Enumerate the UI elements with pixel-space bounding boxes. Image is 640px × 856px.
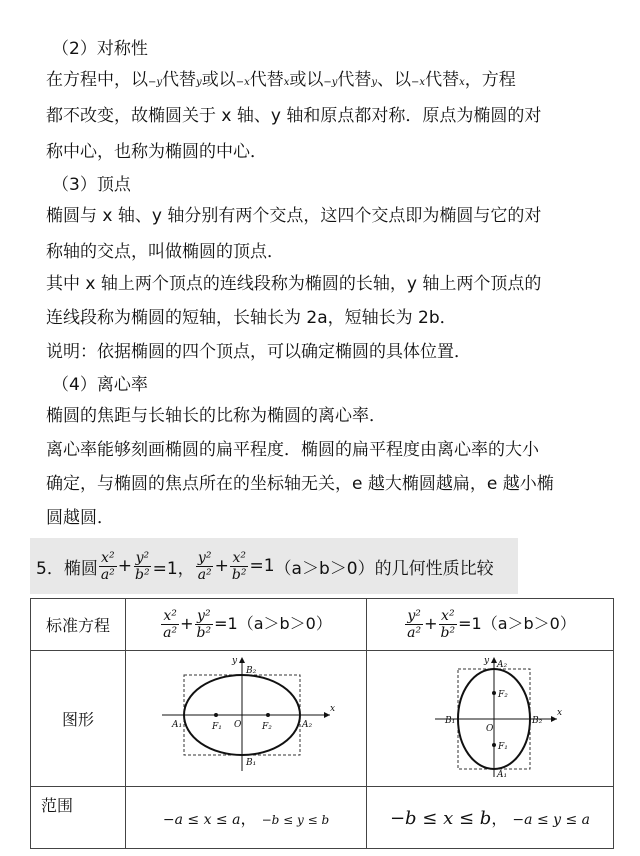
label-x: x: [557, 707, 563, 718]
numerator: y²: [135, 549, 150, 566]
denominator: b²: [135, 566, 150, 583]
fraction: [230, 550, 249, 583]
condition: （a＞b＞0）: [274, 558, 375, 579]
vertex-line: 称轴的交点，叫做椭圆的顶点．: [46, 242, 284, 262]
label-origin: O: [486, 723, 494, 734]
equals-one: =1，: [152, 558, 195, 579]
label-F1: F₁: [212, 721, 222, 732]
row-label-figure: 图形: [31, 651, 126, 787]
equals-one: =1: [458, 614, 482, 633]
table-row: [31, 599, 614, 651]
label-F1: F₁: [498, 741, 508, 752]
denominator: b²: [196, 625, 212, 641]
range-y: −b ≤ y ≤ b: [261, 813, 330, 827]
text-segment: 、以: [377, 70, 412, 90]
denominator: b²: [231, 566, 247, 583]
condition: （a＞b＞0）: [237, 614, 332, 633]
vertex-note: 说明：依据椭圆的四个顶点，可以确定椭圆的具体位置．: [46, 342, 471, 362]
text-segment: 代替: [249, 70, 284, 90]
vertex-line: 其中 x 轴上两个顶点的连线段称为椭圆的长轴，y 轴上两个顶点的: [46, 274, 542, 294]
plus-sign: +: [180, 614, 194, 633]
text-segment: 或以: [289, 70, 324, 90]
math-neg-y: −y: [148, 77, 163, 88]
numerator: x²: [232, 549, 246, 566]
numerator: x²: [101, 549, 115, 566]
symmetry-paragraph-line3: 称中心，也称为椭圆的中心．: [46, 142, 267, 162]
range-vertical: [367, 787, 614, 849]
vertex-line: 椭圆与 x 轴、y 轴分别有两个交点，这四个交点即为椭圆与它的对: [46, 206, 542, 226]
fraction: [161, 608, 179, 641]
text-segment: 代替: [337, 70, 372, 90]
denominator: a²: [407, 625, 422, 641]
label-A1: A₁: [172, 719, 183, 730]
numerator: x²: [441, 608, 455, 624]
math-y: y: [371, 77, 378, 88]
numerator: y²: [407, 608, 421, 624]
vertex-line: 连线段称为椭圆的短轴，长轴长为 2a，短轴长为 2b．: [46, 308, 457, 328]
label-B2: B₂: [532, 715, 543, 726]
equation-vertical: [367, 599, 614, 651]
figure-horizontal-ellipse: [126, 651, 367, 787]
range-y: −a ≤ y ≤ a: [512, 812, 591, 828]
focus-point: [266, 713, 270, 717]
text-segment: ，方程: [464, 70, 516, 90]
row-label-range: 范围: [31, 787, 126, 849]
eccentricity-line: 确定，与椭圆的焦点所在的坐标轴无关，e 越大椭圆越扁，e 越小椭: [46, 474, 554, 494]
y-axis-arrow: [239, 657, 245, 663]
fraction: [195, 608, 214, 641]
fraction: [405, 608, 423, 641]
figure-vertical-ellipse: [367, 651, 614, 787]
label-B1: B₁: [246, 757, 257, 768]
section5-prefix: 5．椭圆: [36, 558, 98, 579]
label-y: y: [484, 655, 490, 666]
equals-one: =1: [214, 614, 238, 633]
symmetry-paragraph-line1: [46, 62, 614, 101]
denominator: a²: [163, 625, 178, 641]
equals-one: =1: [249, 556, 275, 576]
math-neg-y: −y: [323, 77, 338, 88]
math-x: x: [459, 77, 465, 88]
eccentricity-line: 椭圆的焦距与长轴长的比称为椭圆的离心率．: [46, 406, 386, 426]
label-x: x: [330, 703, 336, 714]
range-horizontal: [126, 787, 367, 849]
label-A2: A₂: [497, 659, 508, 670]
table-row: [31, 651, 614, 787]
label-origin: O: [234, 719, 242, 730]
text-segment: 代替: [162, 70, 197, 90]
heading-vertex: （3）顶点: [52, 175, 131, 195]
math-y: y: [196, 77, 202, 88]
label-A2: A₂: [302, 719, 313, 730]
row-label-standard-equation: 标准方程: [31, 599, 126, 651]
focus-point: [214, 713, 218, 717]
text-segment: 代替: [425, 70, 460, 90]
numerator: y²: [197, 608, 211, 624]
text-segment: 在方程中，以: [46, 70, 148, 90]
equation-horizontal: [126, 599, 367, 651]
fraction: [439, 608, 458, 641]
math-x: x: [283, 77, 290, 88]
symmetry-paragraph-line2: 都不改变，故椭圆关于 x 轴、y 轴和原点都对称．原点为椭圆的对: [46, 106, 542, 126]
focus-point: [492, 691, 496, 695]
range-x: −b ≤ x ≤ b: [389, 808, 492, 829]
table-row: [31, 787, 614, 849]
fraction: [99, 550, 117, 583]
denominator: a²: [100, 566, 115, 583]
comparison-table: [30, 598, 614, 849]
vertical-ellipse-diagram: [405, 653, 575, 781]
fraction: [196, 550, 214, 583]
horizontal-ellipse-diagram: [146, 653, 346, 781]
plus-sign: +: [117, 556, 133, 576]
label-F2: F₂: [498, 689, 508, 700]
math-neg-x: −x: [235, 77, 250, 88]
denominator: b²: [440, 625, 456, 641]
condition: （a＞b＞0）: [481, 614, 576, 633]
label-B1: B₁: [445, 715, 456, 726]
math-neg-x: −x: [411, 77, 426, 88]
denominator: a²: [197, 566, 212, 583]
plus-sign: +: [214, 556, 229, 576]
range-x: −a ≤ x ≤ a: [162, 812, 241, 828]
label-B2: B₂: [246, 665, 257, 676]
eccentricity-line: 离心率能够刻画椭圆的扁平程度．椭圆的扁平程度由离心率的大小: [46, 440, 539, 460]
fraction: [133, 550, 152, 583]
eccentricity-line: 圆越圆．: [46, 508, 114, 528]
text-segment: 或以: [201, 70, 236, 90]
numerator: y²: [197, 549, 212, 566]
focus-point: [492, 743, 496, 747]
comma: ，: [240, 809, 257, 828]
label-y: y: [232, 655, 238, 666]
label-A1: A₁: [497, 769, 508, 780]
comma: ，: [491, 809, 508, 828]
numerator: x²: [163, 608, 177, 624]
label-F2: F₂: [262, 721, 272, 732]
heading-eccentricity: （4）离心率: [52, 375, 148, 395]
section5-suffix: 的几何性质比较: [374, 558, 494, 579]
section5-title-bar: [30, 538, 518, 594]
heading-symmetry: （2）对称性: [52, 39, 148, 59]
plus-sign: +: [424, 614, 438, 633]
